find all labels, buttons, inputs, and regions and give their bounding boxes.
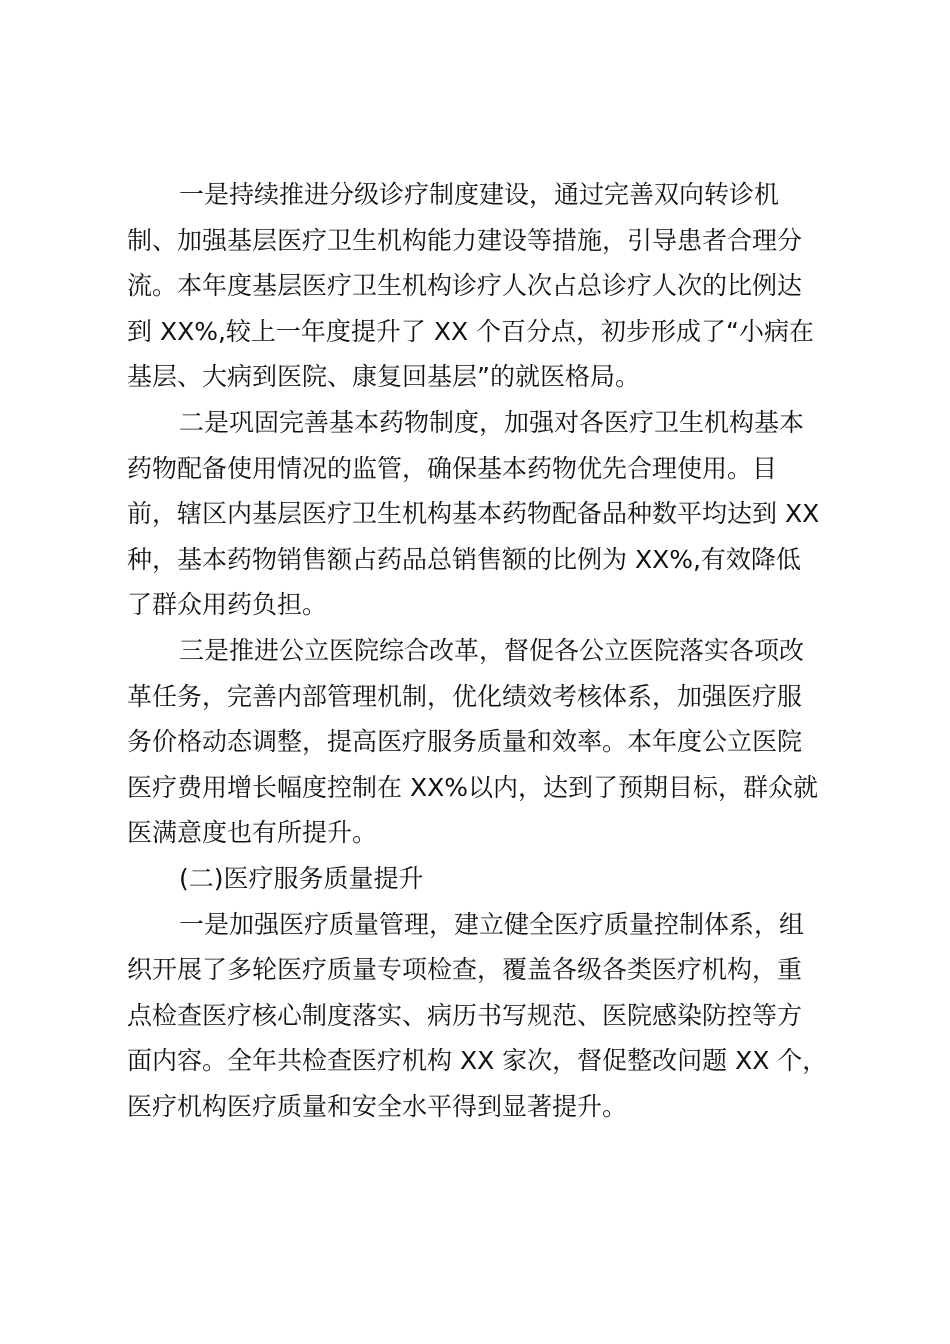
paragraph-1-line-4: 到 XX%,较上一年度提升了 XX 个百分点，初步形成了“小病在 xyxy=(127,316,815,346)
paragraph-3-line-1: 三是推进公立医院综合改革，督促各公立医院落实各项改 xyxy=(179,635,805,665)
paragraph-2-line-2: 药物配备使用情况的监管，确保基本药物优先合理使用。目 xyxy=(127,453,778,483)
paragraph-1-line-3: 流。本年度基层医疗卫生机构诊疗人次占总诊疗人次的比例达 xyxy=(127,271,803,301)
paragraph-1-line-5: 基层、大病到医院、康复回基层”的就医格局。 xyxy=(127,362,640,392)
paragraph-3-line-4: 医疗费用增长幅度控制在 XX%以内，达到了预期目标，群众就 xyxy=(127,772,818,802)
paragraph-1-line-1: 一是持续推进分级诊疗制度建设，通过完善双向转诊机 xyxy=(179,180,780,209)
paragraph-1-line-2: 制、加强基层医疗卫生机构能力建设等措施，引导患者合理分 xyxy=(127,225,803,255)
paragraph-4-line-4: 面内容。全年共检查医疗机构 XX 家次，督促整改问题 XX 个， xyxy=(127,1046,828,1076)
paragraph-2-line-5: 了群众用药负担。 xyxy=(127,590,328,620)
paragraph-4-line-3: 点检查医疗核心制度落实、病历书写规范、医院感染防控等方 xyxy=(127,1000,803,1030)
paragraph-3-line-5: 医满意度也有所提升。 xyxy=(127,818,378,848)
paragraph-2-line-3: 前，辖区内基层医疗卫生机构基本药物配备品种数平均达到 XX xyxy=(127,499,820,529)
paragraph-4-line-5: 医疗机构医疗质量和安全水平得到显著提升。 xyxy=(127,1091,628,1121)
paragraph-4-line-2: 织开展了多轮医疗质量专项检查，覆盖各级各类医疗机构，重 xyxy=(127,955,803,985)
paragraph-3-line-2: 革任务，完善内部管理机制，优化绩效考核体系，加强医疗服 xyxy=(127,681,803,711)
document-body xyxy=(127,172,833,1129)
paragraph-4-line-1: 一是加强医疗质量管理，建立健全医疗质量控制体系，组 xyxy=(179,909,805,939)
section-heading: (二)医疗服务质量提升 xyxy=(179,863,424,893)
paragraph-2-line-4: 种，基本药物销售额占药品总销售额的比例为 XX%,有效降低 xyxy=(127,544,801,574)
paragraph-2-line-1: 二是巩固完善基本药物制度，加强对各医疗卫生机构基本 xyxy=(179,407,805,437)
paragraph-3-line-3: 务价格动态调整，提高医疗服务质量和效率。本年度公立医院 xyxy=(127,727,803,757)
